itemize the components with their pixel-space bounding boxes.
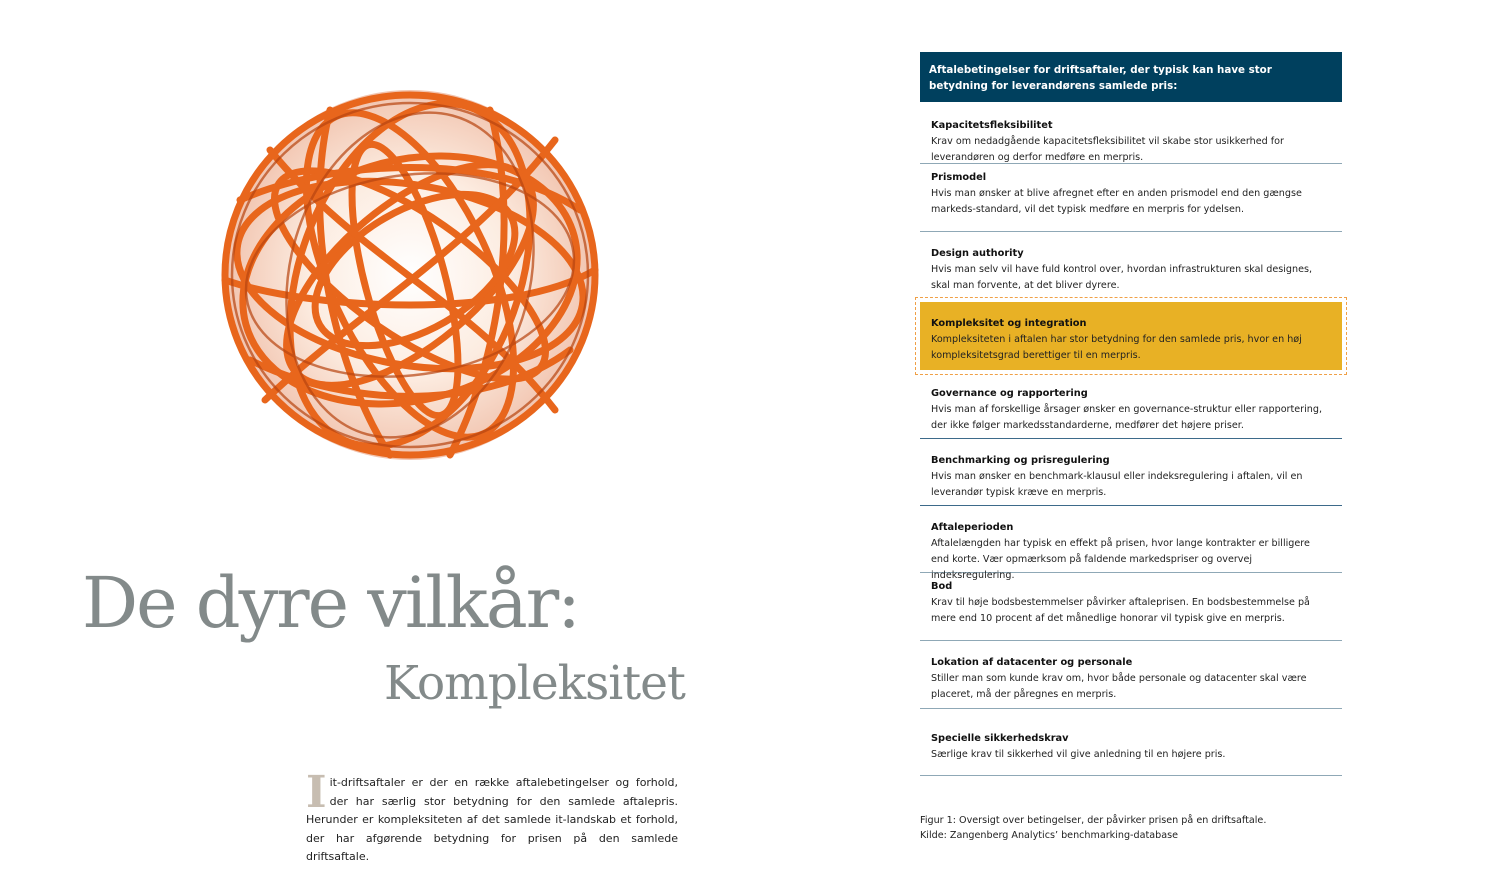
condition-text: Hvis man ønsker en benchmark-klausul eller indeksregulering i aftalen, vil en leverandør typisk kræve en merpris. [931,471,1303,498]
condition-item [920,709,1342,776]
caption-source: Kilde: Zangenberg Analytics’ benchmarking-database [920,830,1179,841]
condition-item [920,573,1342,641]
condition-text: Særlige krav til sikkerhed vil give anledning til en højere pris. [931,749,1226,760]
intro-paragraph [306,767,678,867]
condition-title: Specielle sikkerhedskrav [931,733,1069,744]
condition-text: Hvis man af forskellige årsager ønsker en governance-struktur eller rapportering, der ikke følger markedsstandarderne, medfører det højere priser. [931,404,1322,431]
condition-item [920,102,1342,164]
condition-title: Lokation af datacenter og personale [931,657,1133,668]
condition-title: Kapacitetsfleksibilitet [931,120,1053,131]
condition-text: Hvis man ønsker at blive afregnet efter en anden prismodel end den gængse markeds-standard, vil det typisk medføre en merpris for ydelsen. [931,188,1302,215]
condition-item [920,506,1342,581]
condition-title: Kompleksitet og integration [931,318,1087,329]
caption-line: Figur 1: Oversigt over betingelser, der påvirker prisen på en driftsaftale. [920,815,1267,826]
condition-item-highlighted [920,302,1342,370]
panel-header: Aftalebetingelser for driftsaftaler, der typisk kan have stor betydning for leverandørens samlede pris: [920,52,1342,102]
condition-text: Hvis man selv vil have fuld kontrol over, hvordan infrastrukturen skal designes, skal man forvente, at det bliver dyrere. [931,264,1313,291]
wicker-ball-image [210,80,610,470]
condition-item [920,384,1342,439]
figure-caption [920,813,1266,843]
page-title: De dyre vilkår: [82,562,579,644]
condition-text: Krav om nedadgående kapacitetsfleksibilitet vil skabe stor usikkerhed for leverandøren og derfor medføre en merpris. [931,136,1284,163]
condition-item [920,641,1342,709]
intro-text: it-driftsaftaler er der en række aftalebetingelser og forhold, der har særlig stor betydning for den samlede aftalepris. Herunder er kompleksiteten af det samlede it-landskab et forhold, der har afgørende betydning for prisen på den samlede driftsaftale. [306,776,678,863]
condition-title: Benchmarking og prisregulering [931,455,1110,466]
condition-text: Aftalelængden har typisk en effekt på prisen, hvor lange kontrakter er billigere end korte. Vær opmærksom på faldende markedspriser og overvej indeksregulering. [931,538,1310,581]
condition-item [920,164,1342,232]
condition-item [920,439,1342,506]
condition-item [920,232,1342,296]
condition-title: Bod [931,581,953,592]
condition-title: Governance og rapportering [931,388,1088,399]
condition-title: Aftaleperioden [931,522,1014,533]
drop-cap: I [306,767,327,818]
page-subtitle: Kompleksitet [384,656,685,711]
conditions-panel [920,52,1342,776]
condition-text: Krav til høje bodsbestemmelser påvirker aftaleprisen. En bodsbestemmelse på mere end 10 procent af det månedlige honorar vil typisk give en merpris. [931,597,1310,624]
condition-title: Design authority [931,248,1024,259]
condition-text: Stiller man som kunde krav om, hvor både personale og datacenter skal være placeret, må der påregnes en merpris. [931,673,1307,700]
condition-text: Kompleksiteten i aftalen har stor betydning for den samlede pris, hvor en høj kompleksitetsgrad berettiger til en merpris. [931,334,1302,361]
condition-title: Prismodel [931,172,987,183]
